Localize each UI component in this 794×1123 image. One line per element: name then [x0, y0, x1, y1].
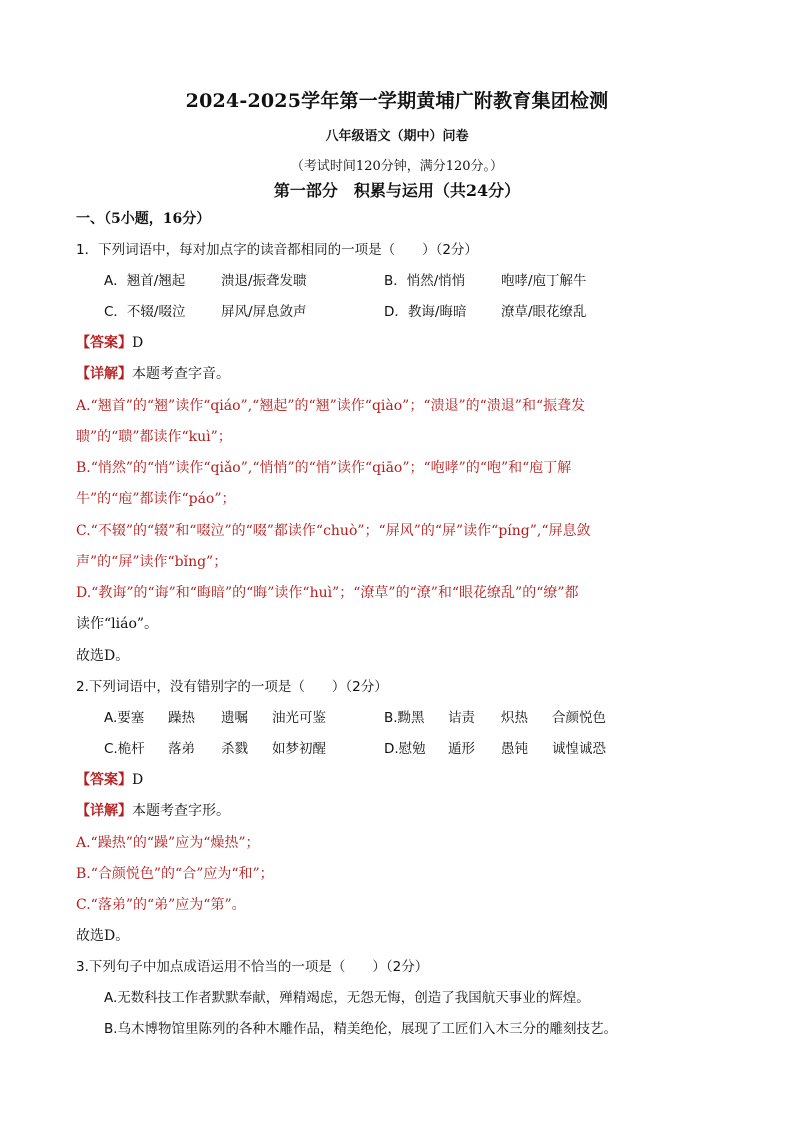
q1-option-c-words: 屏风/屏息敛声 [221, 304, 307, 320]
q2-option-b-word: 合颜悦色 [552, 710, 606, 726]
q2-answer-row [76, 770, 143, 790]
q2-option-c: C.桅杆 [104, 741, 145, 757]
q1-conclusion: 故选D。 [76, 648, 130, 664]
q2-conclusion: 故选D。 [76, 928, 130, 944]
exam-subtitle: 八年级语文（期中）问卷 [325, 129, 469, 144]
q2-option-d-word: 愚钝 [501, 741, 528, 757]
q1-explanation-line: 声”的“屏”读作“bǐng”； [76, 554, 228, 570]
q2-option-a-word: 遗嘱 [221, 710, 248, 726]
q1-answer-row [76, 333, 143, 353]
q1-explanation-line: C.“不辍”的“辍”和“啜泣”的“啜”都读作“chuò”；“屏风”的“屏”读作“píng”,“屏息敛 [76, 523, 591, 539]
q2-option-b-word: 炽热 [501, 710, 528, 726]
q3-option-b: B.乌木博物馆里陈列的各种木雕作品，精美绝伦，展现了工匠们入木三分的雕刻技艺。 [104, 1021, 618, 1037]
q1-stem: 1．下列词语中，每对加点字的读音都相同的一项是（ ）（2分） [76, 242, 478, 258]
q1-explanation-line: D.“教诲”的“诲”和“晦暗”的“晦”读作“huì”；“潦草”的“潦”和“眼花缭乱”的“缭”都 [76, 585, 579, 601]
answer-tag: 【答案】 [76, 335, 132, 351]
q1-option-b: B．悄然/悄悄 [384, 273, 466, 289]
q1-option-d: D．教诲/晦暗 [384, 304, 467, 320]
q3-option-a: A.无数科技工作者默默奉献，殚精竭虑，无怨无悔，创造了我国航天事业的辉煌。 [104, 990, 590, 1006]
q1-explanation-line: B.“悄然”的“悄”读作“qiǎo”,“悄悄”的“悄”读作“qiāo”；“咆哮”的“咆”和“庖丁解 [76, 460, 572, 476]
q2-explanation-line: B.“合颜悦色”的“合”应为“和”； [76, 866, 274, 882]
q1-detail-intro: 本题考查字音。 [132, 366, 230, 382]
answer-tag: 【答案】 [76, 772, 132, 788]
q2-stem: 2.下列词语中，没有错别字的一项是（ ）（2分） [76, 679, 388, 695]
q1-option-d-words: 潦草/眼花缭乱 [501, 304, 587, 320]
q2-answer: D [132, 772, 144, 788]
exam-title: 2024-2025学年第一学期黄埔广附教育集团检测 [185, 90, 609, 112]
q1-explanation-line: 牛”的“庖”都读作“páo”； [76, 491, 236, 507]
detail-tag: 【详解】 [76, 803, 132, 819]
q2-option-a-word: 油光可鉴 [272, 710, 326, 726]
q2-option-d: D.慰勉 [384, 741, 426, 757]
q1-option-b-words: 咆哮/庖丁解牛 [501, 273, 587, 289]
exam-time-info: （考试时间120分钟，满分120分。） [290, 159, 504, 174]
q2-option-b: B.黝黑 [384, 710, 425, 726]
q2-option-a: A.要塞 [104, 710, 145, 726]
q2-detail-intro: 本题考查字形。 [132, 803, 230, 819]
q2-option-c-word: 如梦初醒 [272, 741, 326, 757]
q1-option-a: A．翘首/翘起 [104, 273, 186, 289]
q2-option-d-word: 遁形 [448, 741, 475, 757]
q3-stem: 3.下列句子中加点成语运用不恰当的一项是（ ）（2分） [76, 959, 429, 975]
detail-tag: 【详解】 [76, 366, 132, 382]
part-heading: 第一部分 积累与运用（共24分） [273, 181, 521, 200]
q2-detail-row [76, 801, 230, 821]
section-label: 一、（5小题，16分） [76, 211, 211, 227]
q2-option-d-word: 诚惶诚恐 [552, 741, 606, 757]
q1-answer: D [132, 335, 144, 351]
q1-option-c: C．不辍/啜泣 [104, 304, 186, 320]
q2-option-c-word: 落弟 [168, 741, 195, 757]
q2-option-b-word: 诘责 [448, 710, 475, 726]
q1-explanation-line: 聩”的“聩”都读作“kuì”； [76, 429, 232, 445]
q1-explanation-line: 读作“liáo”。 [76, 616, 159, 632]
q1-option-a-words: 溃退/振聋发聩 [221, 273, 307, 289]
q2-option-a-word: 躁热 [168, 710, 195, 726]
q2-explanation-line: C.“落弟”的“弟”应为“第”。 [76, 897, 246, 913]
q2-explanation-line: A.“躁热”的“躁”应为“燥热”； [76, 835, 260, 851]
q1-detail-row [76, 364, 230, 384]
q1-explanation-line: A.“翘首”的“翘”读作“qiáo”,“翘起”的“翘”读作“qiào”；“溃退”的“溃退”和“振聋发 [76, 398, 586, 414]
q2-option-c-word: 杀戮 [221, 741, 248, 757]
